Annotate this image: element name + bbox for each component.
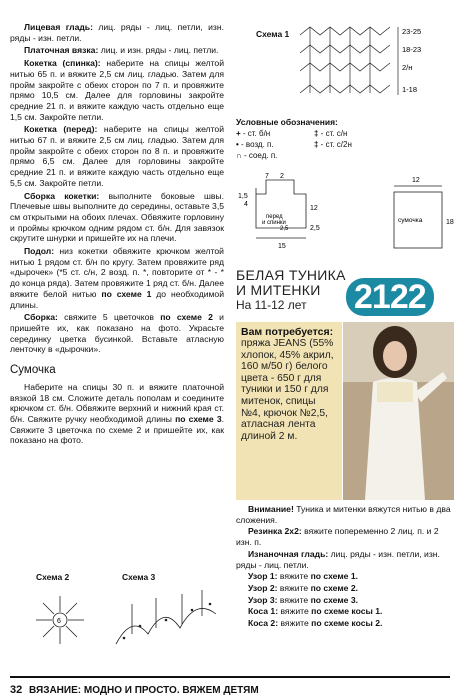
text: и пришейте их, как показано на фото. Украсьте серединку цветка бусинкой. Вставьте атласную ленточку в «дырочки». bbox=[10, 312, 224, 355]
section-title-bag: Сумочка bbox=[10, 364, 56, 377]
paragraph-yoke-front bbox=[10, 124, 224, 188]
pattern-line bbox=[248, 606, 454, 617]
bold-ref: по схеме 1. bbox=[310, 571, 359, 582]
label: Узор 2: bbox=[248, 582, 278, 593]
bold-ref: по схеме 3 bbox=[175, 413, 222, 424]
text: лиц. ряды - изн. петли, изн. ряды - лиц. петли. bbox=[236, 548, 440, 570]
text: - ст. с/2н bbox=[318, 140, 352, 149]
dim-label: 12 bbox=[412, 177, 420, 184]
text: - возд. п. bbox=[238, 140, 274, 149]
dim-label: сумочка bbox=[398, 217, 423, 224]
sym: • bbox=[236, 140, 239, 149]
text: лиц. ряды - лиц. петли, изн. ряды - изн. петли. bbox=[10, 22, 224, 43]
row-label: 18-23 bbox=[402, 45, 422, 54]
bold-ref: по схеме 2 bbox=[160, 312, 213, 323]
sym: ‡ bbox=[314, 129, 319, 138]
text: вяжите bbox=[277, 571, 311, 582]
paragraph-stockinette bbox=[10, 22, 224, 43]
dim-label: перед bbox=[266, 214, 283, 220]
text: - соед. п. bbox=[241, 151, 278, 160]
row-label: 23-25 bbox=[402, 27, 422, 36]
paragraph-assembly bbox=[10, 312, 224, 355]
sym: + bbox=[236, 129, 241, 138]
label: Изнаночная гладь: bbox=[248, 548, 329, 559]
magazine-title: ВЯЗАНИЕ: МОДНО И ПРОСТО. ВЯЖЕМ ДЕТЯМ bbox=[29, 685, 259, 696]
text: . Свяжите 3 цветочка по схеме 2 и пришейте их, как показано на фото. bbox=[10, 413, 224, 446]
schema-3-label: Схема 3 bbox=[122, 572, 156, 582]
legend-item bbox=[236, 150, 314, 161]
legend-items bbox=[236, 128, 396, 161]
text: до необходимой длины. bbox=[10, 288, 225, 310]
text: наберите на спицы желтой нитью 67 п. и вяжите 2,5 см лиц. гладью. Затем для пройм закройте с обеих сторон по 8 п. и провяжите прямо 6,5 см. Далее для горловины закройте средние 21 п. и вяжите каждую часть отдельно еще 5,5 см. Закройте петли. bbox=[10, 124, 224, 188]
label: Лицевая гладь: bbox=[24, 22, 93, 32]
dim-label: и спинки bbox=[262, 220, 286, 226]
legend-title: Условные обозначения: bbox=[236, 117, 338, 127]
text: вяжите bbox=[278, 606, 312, 617]
paragraph-bag bbox=[10, 382, 224, 446]
label: Коса 1: bbox=[248, 606, 279, 617]
text: наберите на спицы желтой нитью 65 п. и вяжите 2,5 см лиц. гладью. Затем для пройм закройте с обеих сторон по 7 п. и провяжите прямо 10,5 см. Далее для горловины закройте средние 21 п. и вяжите каждую часть отдельно еще 1,5 см. Закройте петли. bbox=[10, 58, 225, 122]
materials-box bbox=[236, 322, 342, 500]
svg-text:6: 6 bbox=[57, 618, 61, 625]
page-number: 32 bbox=[10, 684, 23, 696]
row-label: 1-18 bbox=[402, 85, 418, 94]
text: вяжите bbox=[278, 618, 312, 629]
bold-ref: по схеме косы 2. bbox=[311, 618, 383, 629]
label: Коса 2: bbox=[248, 618, 279, 629]
pattern-line bbox=[248, 595, 454, 606]
bold-ref: по схеме 2. bbox=[310, 582, 359, 593]
row-label: 2/н bbox=[402, 63, 413, 72]
materials-title: Вам потребуется: bbox=[241, 326, 334, 338]
pattern-drawings bbox=[236, 172, 456, 268]
text: лиц. и изн. ряды - лиц. петли. bbox=[98, 45, 219, 56]
label: Резинка 2х2: bbox=[248, 526, 302, 537]
dim-label: 12 bbox=[310, 205, 318, 212]
schema-3-diagram bbox=[112, 584, 222, 652]
project-number: 2122 bbox=[346, 278, 434, 316]
instructions-left-column bbox=[10, 22, 224, 448]
title-line-3: На 11-12 лет bbox=[236, 298, 307, 312]
paragraph-rib bbox=[236, 526, 454, 547]
title-line-1: БЕЛАЯ ТУНИКА bbox=[236, 267, 346, 283]
dim-label: 7 bbox=[265, 173, 269, 180]
sym: ∩ bbox=[236, 151, 242, 160]
text: Наберите на спицы 30 п. и вяжите платочной вязкой 18 см. Сложите деталь пополам и соедините крючком ст. б/н. Обвяжите верхний и нижний края ст. б/н. Свяжите ручку необходимой длины bbox=[10, 381, 224, 424]
pattern-line bbox=[248, 571, 454, 582]
dim-label: 1,5 bbox=[238, 193, 248, 200]
title-line-2: И МИТЕНКИ bbox=[236, 282, 321, 298]
legend bbox=[236, 117, 456, 161]
bold-ref: по схеме 3. bbox=[310, 594, 359, 605]
model-photo bbox=[343, 322, 454, 500]
dim-label: 2 bbox=[280, 173, 284, 180]
text: - ст. с/н bbox=[318, 129, 348, 138]
paragraph-hem bbox=[10, 246, 224, 310]
schema-1-diagram bbox=[296, 25, 446, 101]
paragraph-garter bbox=[10, 45, 224, 56]
page-footer bbox=[10, 676, 450, 696]
schema-2-diagram bbox=[28, 588, 92, 652]
legend-item bbox=[314, 139, 392, 150]
label: Узор 3: bbox=[248, 594, 278, 605]
instructions-right-column bbox=[236, 504, 454, 630]
label: Кокетка (перед): bbox=[24, 124, 98, 135]
legend-item bbox=[314, 128, 392, 139]
pattern-line bbox=[248, 583, 454, 594]
paragraph-yoke-assembly bbox=[10, 191, 224, 245]
schema-1-label: Схема 1 bbox=[256, 29, 290, 39]
text: низ кокетки обвяжите крючком желтой нитью 1 рядом ст. б/н по кругу. Затем провяжите ряд «дырочек» (*5 ст. с/н, 2 возд. п. *, повторите от * - * до конца ряда). Затем провяжите 1 ряд ст. б/н. Далее вяжите белой нитью bbox=[10, 246, 224, 299]
paragraph-attention bbox=[236, 504, 454, 525]
text: - ст. б/н bbox=[240, 129, 271, 138]
label: Узор 1: bbox=[248, 571, 278, 582]
label: Сборка: bbox=[24, 312, 58, 323]
bold-ref: по схеме 1 bbox=[101, 288, 152, 299]
dim-label: 2,5 bbox=[280, 226, 289, 232]
text: вяжите попеременно 2 лиц. п. и 2 изн. п. bbox=[236, 526, 439, 548]
schema-2-label: Схема 2 bbox=[36, 572, 70, 582]
dim-label: 15 bbox=[278, 243, 286, 250]
dim-label: 4 bbox=[244, 201, 248, 208]
bold-ref: по схеме косы 1. bbox=[311, 606, 383, 617]
dim-label: 18 bbox=[446, 219, 454, 226]
text: вяжите bbox=[277, 582, 311, 593]
paragraph-yoke-back bbox=[10, 58, 224, 122]
sym: ‡ bbox=[314, 140, 319, 149]
pattern-line bbox=[248, 618, 454, 629]
legend-item bbox=[236, 128, 314, 139]
text: вяжите bbox=[277, 594, 311, 605]
label: Платочная вязка: bbox=[24, 45, 99, 56]
text: Туника и митенки вяжутся нитью в два сложения. bbox=[236, 504, 451, 525]
materials-text: пряжа JEANS (55% хлопок, 45% акрил, 160 м/50 г) белого цвета - 650 г для туники и 150 г для митенок, спицы №4, крючок №2,5, атласная лента длиной 2 м. bbox=[241, 338, 334, 442]
label: Кокетка (спинка): bbox=[24, 58, 101, 69]
text: свяжите 5 цветочков bbox=[57, 312, 161, 323]
paragraph-reverse-stockinette bbox=[236, 549, 454, 570]
label: Внимание! bbox=[248, 504, 294, 514]
label: Подол: bbox=[24, 246, 55, 257]
label: Сборка кокетки: bbox=[24, 190, 100, 201]
project-number-badge bbox=[340, 272, 436, 316]
legend-item bbox=[236, 139, 314, 150]
dim-label: 2,5 bbox=[310, 225, 320, 232]
text: выполните боковые швы. Плечевые швы выполните до середины, оставьте 3,5 см открытыми на обоих плечах. Обвяжите горловину и проймы крючком одним рядом ст. б/н. Для завязок скрутите шнурки и пришейте их на плечи. bbox=[10, 190, 224, 244]
